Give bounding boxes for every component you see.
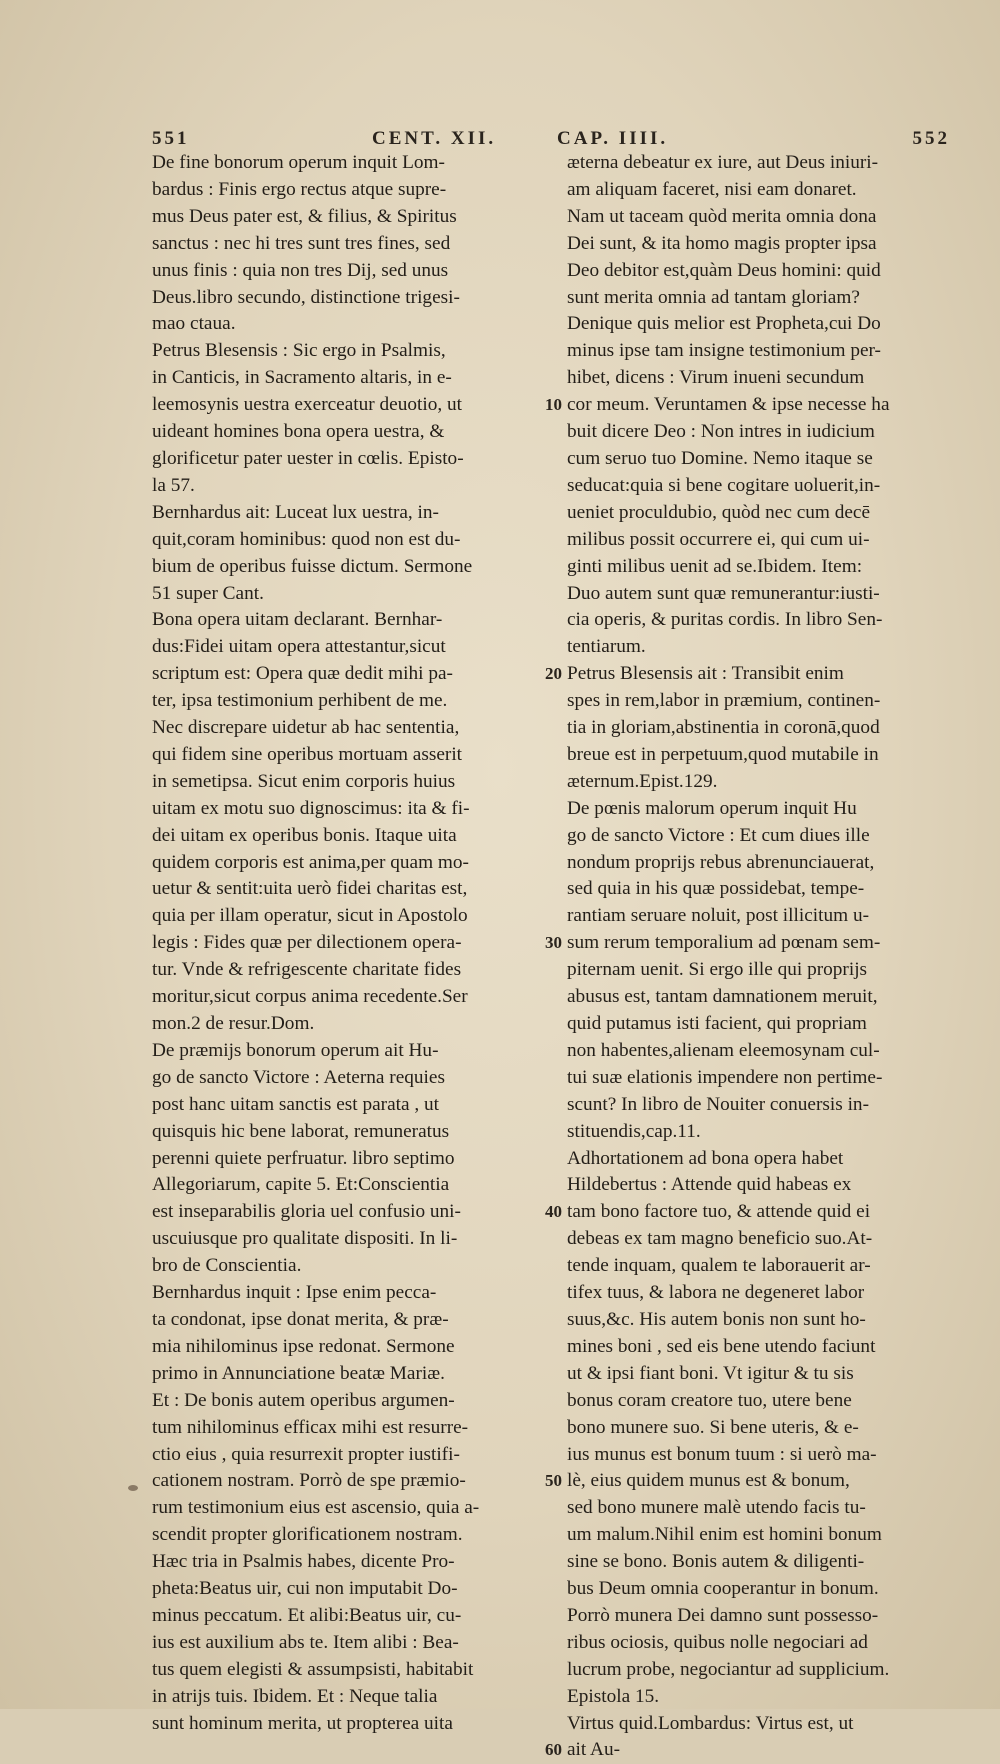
text-line: tentiarum. <box>567 636 646 658</box>
text-line: sed quia in his quæ possidebat, tempe- <box>567 878 865 900</box>
text-line: bro de Conscientia. <box>152 1255 302 1277</box>
text-line: mon.2 de resur.Dom. <box>152 1013 315 1034</box>
text-line: minus ipse tam insigne testimonium per- <box>567 340 881 362</box>
text-line: ius est auxilium abs te. Item alibi : Bea- <box>152 1631 459 1653</box>
text-line: tus quem elegisti & assumpsisti, habitabit <box>152 1658 474 1680</box>
text-line: suus,&c. His autem bonis non sunt ho- <box>567 1308 866 1330</box>
text-line: ueniet proculdubio, quòd nec cum decē <box>567 501 871 523</box>
text-line: tende inquam, qualem te laborauerit ar- <box>567 1255 871 1277</box>
text-line: cationem nostram. Porrò de spe præmio- <box>152 1470 466 1492</box>
text-line: sunt merita omnia ad tantam gloriam? <box>567 286 860 308</box>
text-line: dus:Fidei uitam opera attestantur,sicut <box>152 636 446 658</box>
text-line: piternam uenit. Si ergo ille qui proprijs <box>567 959 868 981</box>
text-line: Porrò munera Dei damno sunt possesso- <box>567 1604 879 1626</box>
text-line: sanctus : nec hi tres sunt tres fines, sed <box>152 232 451 254</box>
text-line: Nam ut taceam quòd merita omnia dona <box>567 205 877 227</box>
text-line: Et : De bonis autem operibus argumen- <box>152 1389 455 1411</box>
text-line: æterna debeatur ex iure, aut Deus iniuri- <box>567 152 879 173</box>
text-line: seducat:quia si bene cogitare uoluerit,in- <box>567 474 881 496</box>
text-line: De præmijs bonorum operum ait Hu- <box>152 1039 439 1061</box>
line-number: 10 <box>545 395 562 415</box>
text-line: la 57. <box>152 474 195 496</box>
text-line: bium de operibus fuisse dictum. Sermone <box>152 555 473 577</box>
text-line: bono munere suo. Si bene uteris, & e- <box>567 1416 859 1438</box>
text-line: De pœnis malorum operum inquit Hu <box>567 797 857 819</box>
line-number: 20 <box>545 664 562 684</box>
text-line: Denique quis melior est Propheta,cui Do <box>567 313 881 335</box>
text-line: sine se bono. Bonis autem & diligenti- <box>567 1551 865 1573</box>
text-line: ginti milibus uenit ad se.Ibidem. Item: <box>567 555 863 577</box>
text-line: Nec discrepare uidetur ab hac sententia, <box>152 717 460 739</box>
text-line: tam bono factore tuo, & attende quid ei <box>567 1201 871 1223</box>
text-line: mines boni , sed eis bene utendo faciunt <box>567 1335 876 1357</box>
text-line: bardus : Finis ergo rectus atque supre- <box>152 178 447 200</box>
text-line: Adhortationem ad bona opera habet <box>567 1147 844 1169</box>
text-line: rantiam seruare noluit, post illicitum u- <box>567 905 870 927</box>
text-line: rum testimonium eius est ascensio, quia a- <box>152 1497 480 1519</box>
text-line: in semetipsa. Sicut enim corporis huius <box>152 770 456 792</box>
text-line: uitam ex motu suo dignoscimus: ita & fi- <box>152 797 470 819</box>
text-line: lè, eius quidem munus est & bonum, <box>567 1470 850 1492</box>
text-line: bus Deum omnia cooperantur in bonum. <box>567 1578 879 1600</box>
text-line: Allegoriarum, capite 5. Et:Conscientia <box>152 1174 450 1196</box>
text-line: ctio eius , quia resurrexit propter iustifi- <box>152 1443 460 1465</box>
text-line: glorificetur pater uester in cœlis. Episto- <box>152 447 464 469</box>
text-line: Deo debitor est,quàm Deus homini: quid <box>567 259 881 281</box>
page-number-right: 552 <box>912 128 950 149</box>
text-line: unus finis : quia non tres Dij, sed unus <box>152 259 449 281</box>
text-line: cum seruo tuo Domine. Nemo itaque se <box>567 447 873 469</box>
page-number-left: 551 <box>152 128 190 149</box>
text-line: in atrijs tuis. Ibidem. Et : Neque talia <box>152 1685 438 1707</box>
text-line: Epistola 15. <box>567 1685 660 1707</box>
text-line: Bernhardus inquit : Ipse enim pecca- <box>152 1282 437 1304</box>
text-line: hibet, dicens : Virum inueni secundum <box>567 367 865 389</box>
text-line: Duo autem sunt quæ remunerantur:iusti- <box>567 582 880 604</box>
text-line: spes in rem,labor in præmium, continen- <box>567 690 881 712</box>
text-line: quia per illam operatur, sicut in Apostolo <box>152 905 468 927</box>
line-number: 40 <box>545 1202 562 1222</box>
text-line: uscuiusque pro qualitate dispositi. In li- <box>152 1228 458 1250</box>
text-line: am aliquam faceret, nisi eam donaret. <box>567 178 857 200</box>
text-line: tur. Vnde & refrigescente charitate fides <box>152 959 462 981</box>
text-line: Petrus Blesensis : Sic ergo in Psalmis, <box>152 340 446 362</box>
text-line: go de sancto Victore : Aeterna requies <box>152 1066 445 1088</box>
text-line: minus peccatum. Et alibi:Beatus uir, cu- <box>152 1604 462 1626</box>
text-line: cia operis, & puritas cordis. In libro Sen- <box>567 609 883 631</box>
text-line: moritur,sicut corpus anima recedente.Ser <box>152 986 468 1008</box>
text-line: ait Au- <box>567 1739 621 1761</box>
line-number: 50 <box>545 1471 562 1491</box>
text-line: scriptum est: Opera quæ dedit mihi pa- <box>152 663 453 685</box>
text-line: tifex tuus, & labora ne degeneret labor <box>567 1282 865 1304</box>
text-line: est inseparabilis gloria uel confusio uni- <box>152 1201 461 1223</box>
text-line: ribus ociosis, quibus nolle negociari ad <box>567 1631 868 1653</box>
text-line: pheta:Beatus uir, cui non imputabit Do- <box>152 1578 458 1600</box>
text-line: mus Deus pater est, & filius, & Spiritus <box>152 205 457 227</box>
text-line: milibus possit occurrere ei, qui cum ui- <box>567 528 870 550</box>
text-line: scunt? In libro de Nouiter conuersis in- <box>567 1093 869 1115</box>
text-line: scendit propter glorificationem nostram. <box>152 1524 463 1546</box>
line-number: 30 <box>545 933 562 953</box>
text-line: quidem corporis est anima,per quam mo- <box>152 851 469 873</box>
text-line: Bona opera uitam declarant. Bernhar- <box>152 609 443 631</box>
text-line: in Canticis, in Sacramento altaris, in e- <box>152 367 452 389</box>
ink-blot <box>128 1485 138 1491</box>
text-line: primo in Annunciatione beatæ Mariæ. <box>152 1362 445 1384</box>
text-line: legis : Fides quæ per dilectionem opera- <box>152 932 462 954</box>
text-line: um malum.Nihil enim est homini bonum <box>567 1524 882 1546</box>
text-line: Deus.libro secundo, distinctione trigesi- <box>152 286 460 308</box>
text-line: tui suæ elationis impendere non pertime- <box>567 1066 883 1088</box>
running-title-century: CENT. XII. <box>372 128 497 149</box>
line-number: 60 <box>545 1740 562 1760</box>
text-line: quit,coram hominibus: quod non est du- <box>152 528 461 550</box>
text-line: 51 super Cant. <box>152 582 264 604</box>
text-line: Hæc tria in Psalmis habes, dicente Pro- <box>152 1551 455 1573</box>
text-line: Virtus quid.Lombardus: Virtus est, ut <box>567 1712 854 1734</box>
text-line: cor meum. Veruntamen & ipse necesse ha <box>567 394 890 416</box>
text-line: Bernhardus ait: Luceat lux uestra, in- <box>152 501 439 523</box>
text-line: buit dicere Deo : Non intres in iudicium <box>567 421 875 443</box>
text-line: qui fidem sine operibus mortuam asserit <box>152 743 463 765</box>
text-line: nondum proprijs rebus abrenunciauerat, <box>567 851 875 873</box>
text-line: post hanc uitam sanctis est parata , ut <box>152 1093 439 1115</box>
text-line: sunt hominum merita, ut propterea uita <box>152 1712 453 1734</box>
text-line: quid putamus isti facient, qui propriam <box>567 1013 867 1034</box>
text-line: Hildebertus : Attende quid habeas ex <box>567 1174 852 1196</box>
text-line: Dei sunt, & ita homo magis propter ipsa <box>567 232 877 254</box>
text-line: De fine bonorum operum inquit Lom- <box>152 152 445 173</box>
right-text-column <box>567 150 955 1764</box>
text-line: æternum.Epist.129. <box>567 770 718 792</box>
text-line: tia in gloriam,abstinentia in coronā,quod <box>567 717 880 739</box>
text-line: uideant homines bona opera uestra, & <box>152 421 445 443</box>
text-line: bonus coram creatore tuo, utere bene <box>567 1389 852 1411</box>
text-line: perenni quiete perfruatur. libro septimo <box>152 1147 455 1169</box>
text-line: ter, ipsa testimonium perhibent de me. <box>152 690 448 712</box>
text-line: ius munus est bonum tuum : si uerò ma- <box>567 1443 877 1465</box>
text-line: quisquis hic bene laborat, remuneratus <box>152 1120 450 1142</box>
text-line: uetur & sentit:uita uerò fidei charitas est, <box>152 878 468 900</box>
text-line: Petrus Blesensis ait : Transibit enim <box>567 663 844 685</box>
text-line: mao ctaua. <box>152 313 236 335</box>
text-line: ta condonat, ipse donat merita, & præ- <box>152 1308 449 1330</box>
text-line: stituendis,cap.11. <box>567 1120 701 1142</box>
running-title-chapter: CAP. IIII. <box>557 128 669 149</box>
text-line: non habentes,alienam eleemosynam cul- <box>567 1039 880 1061</box>
left-text-column <box>152 150 540 1737</box>
text-line: dei uitam ex operibus bonis. Itaque uita <box>152 824 457 846</box>
text-line: lucrum probe, negociantur ad supplicium. <box>567 1658 890 1680</box>
text-line: sum rerum temporalium ad pœnam sem- <box>567 932 881 954</box>
text-line: tum nihilominus efficax mihi est resurre- <box>152 1416 469 1438</box>
text-line: breue est in perpetuum,quod mutabile in <box>567 743 879 765</box>
text-line: debeas ex tam magno beneficio suo.At- <box>567 1228 873 1250</box>
text-line: sed bono munere malè utendo facis tu- <box>567 1497 866 1519</box>
text-line: leemosynis uestra exerceatur deuotio, ut <box>152 394 462 416</box>
text-line: mia nihilominus ipse redonat. Sermone <box>152 1335 455 1357</box>
text-line: go de sancto Victore : Et cum diues ille <box>567 824 870 846</box>
text-line: abusus est, tantam damnationem meruit, <box>567 986 878 1008</box>
text-line: ut & ipsi fiant boni. Vt igitur & tu sis <box>567 1362 854 1384</box>
